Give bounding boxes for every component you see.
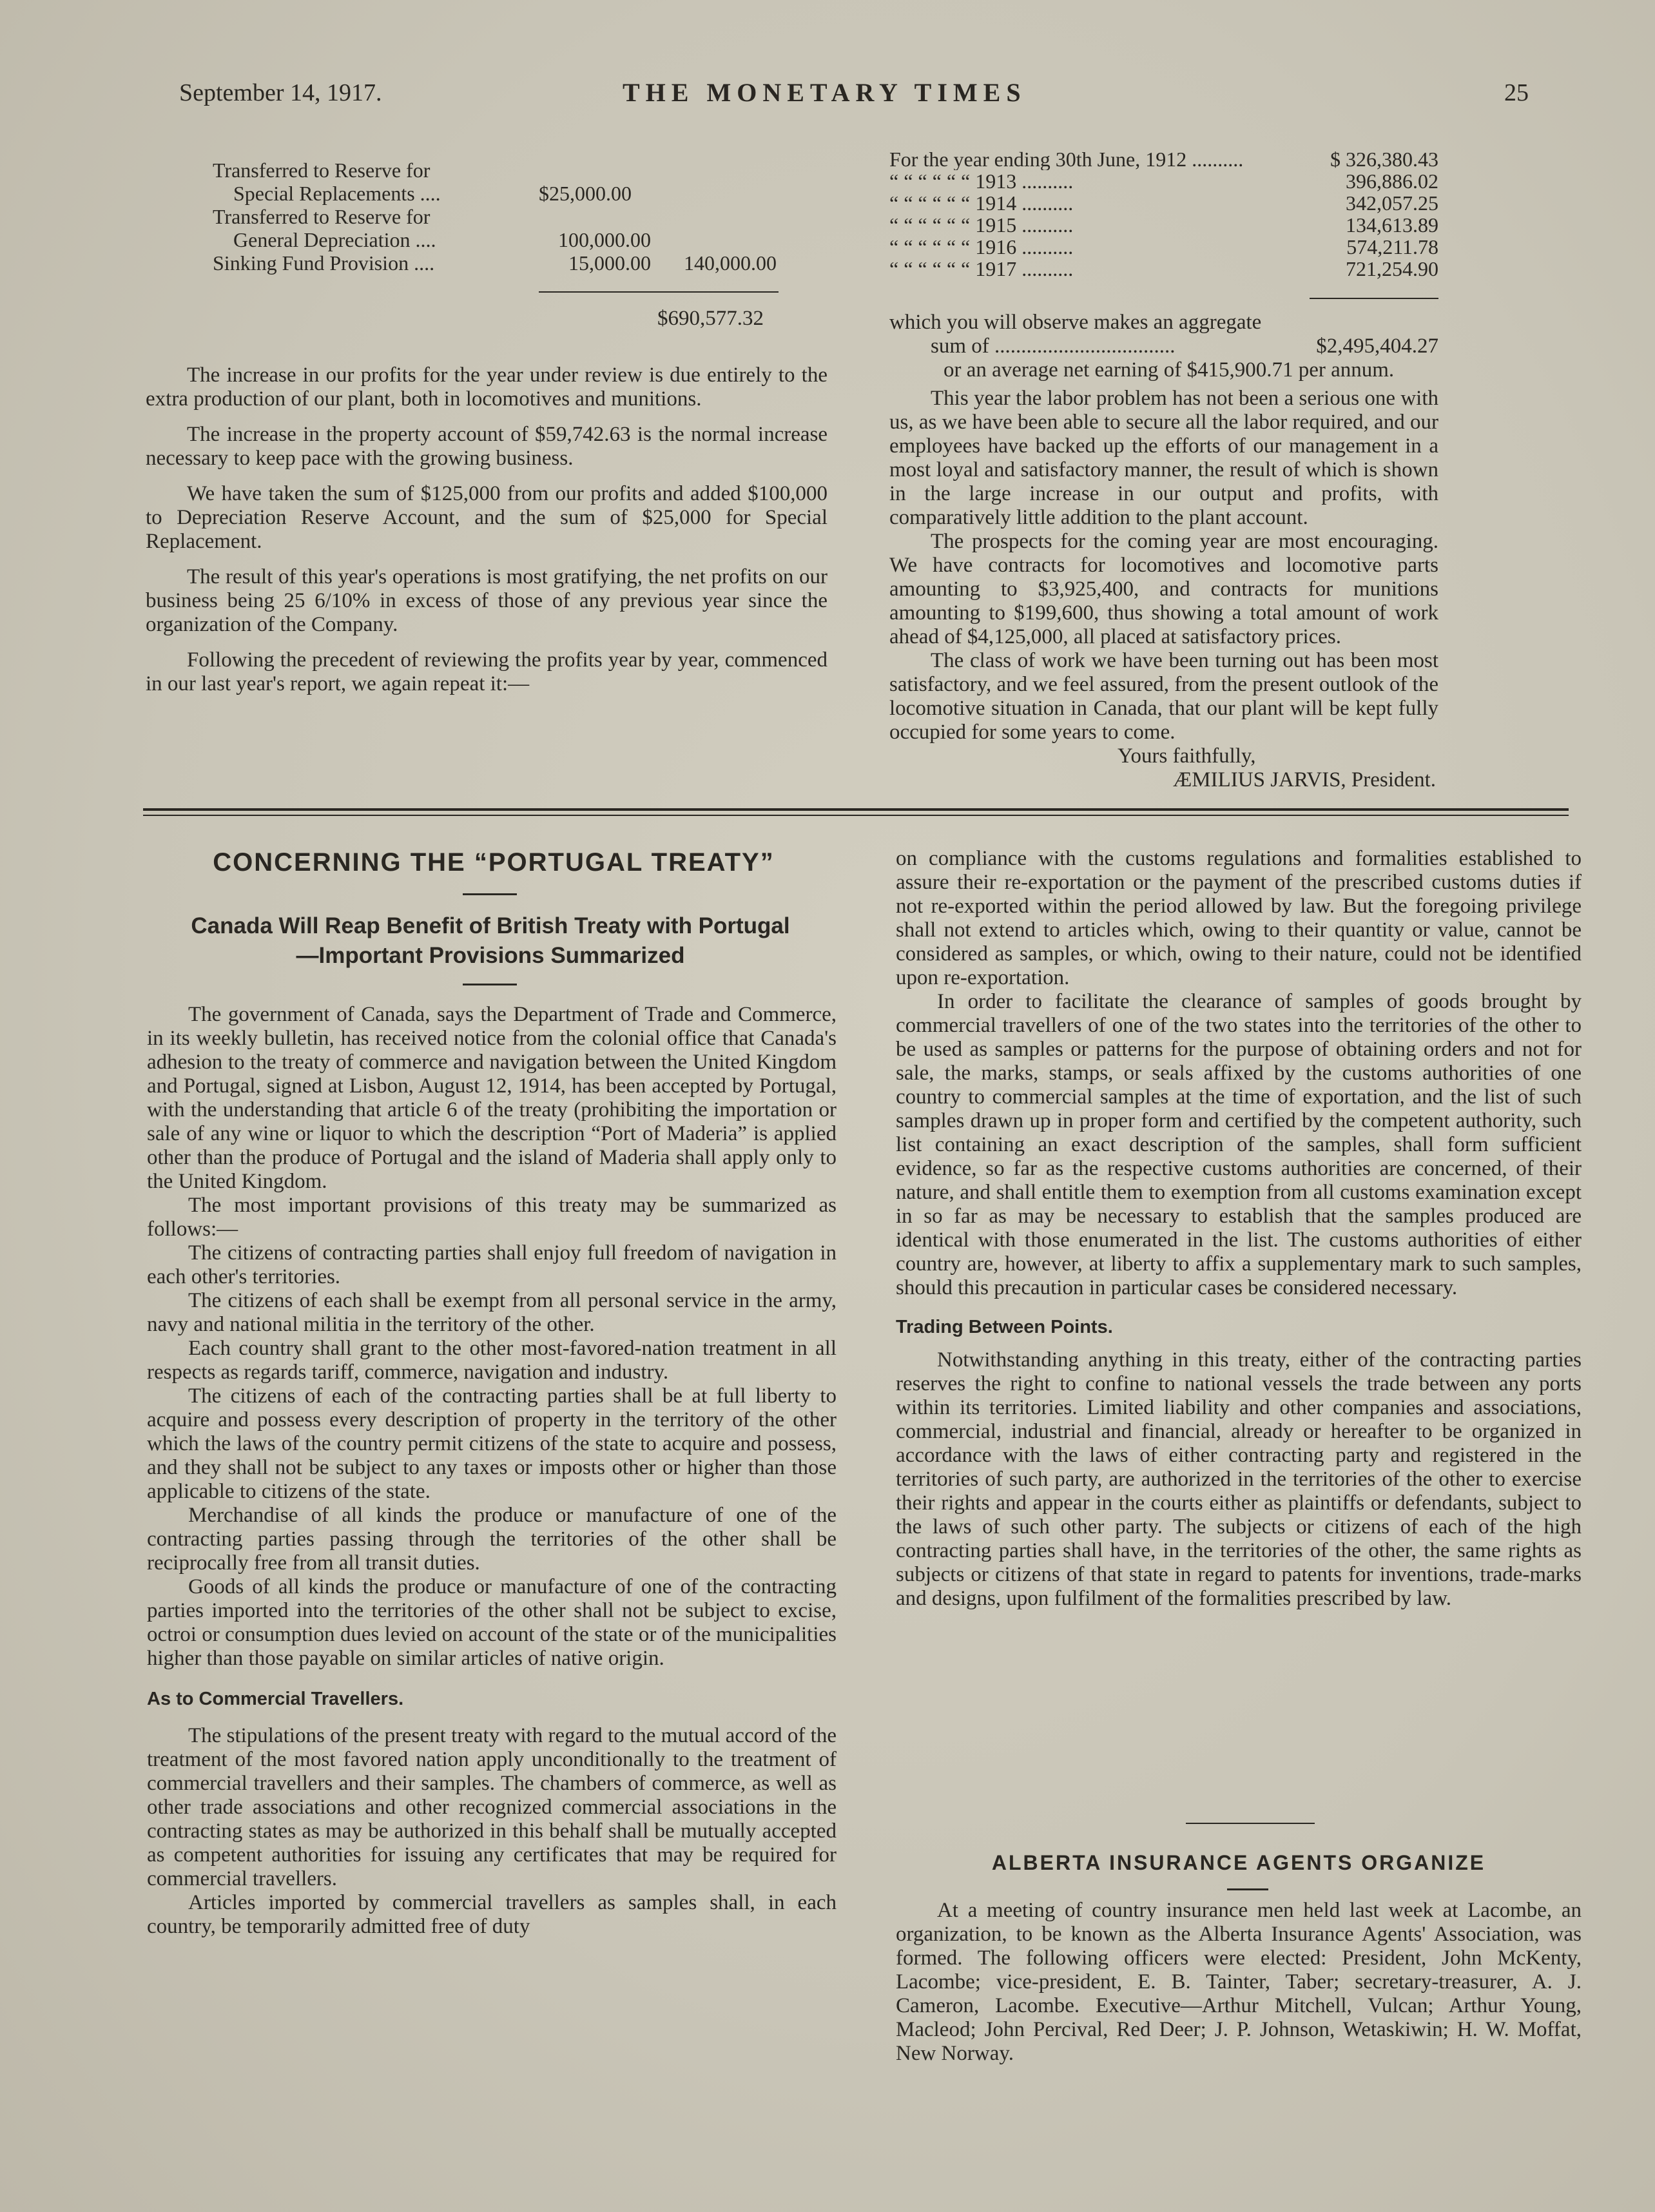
paragraph: At a meeting of country insurance men held last week at Lacombe, an organization, to be known as the Alberta Insurance Agents' Association, was formed. The following officers were elected: President, John McKenty, Lacombe; vice-president, E. B. Tainter, Taber; secretary-treasurer, A. J. Cameron, Lacombe. Executive—Arthur Mitchell, Vulcan; Arthur Young, Macleod; John Percival, Red Deer; J. P. Johnson, Wetaskiwin; H. W. Moffat, New Norway.: [896, 1899, 1582, 2065]
paragraph: This year the labor problem has not been a serious one with us, as we have been able to secure all the labor required, and our employees have backed up the efforts of our management in a most loyal and satisfactory manner, the result of which is shown in the large increase in our output and profits, with comparatively little addition to the plant account.: [889, 387, 1438, 529]
report-column-left: [146, 364, 828, 696]
table-value: 396,886.02: [1346, 170, 1438, 193]
ledger-row: [213, 251, 780, 275]
table-row: [889, 148, 1438, 170]
ledger-row: [213, 205, 780, 228]
table-rule: [1310, 298, 1438, 299]
paragraph: The result of this year's operations is most gratifying, the net profits on our business being 25 6/10% in excess of those of any previous year since the organization of the Company.: [146, 565, 828, 636]
paragraph: Merchandise of all kinds the produce or manufacture of one of the contracting parties passing through the territories of the other shall be reciprocally free from all transit duties.: [147, 1504, 837, 1575]
section-heading: Trading Between Points.: [896, 1317, 1113, 1337]
ledger-row: [213, 228, 780, 251]
paragraph: In order to facilitate the clearance of samples of goods brought by commercial travellers of one of the two states into the territories of the other to be used as samples or patterns for the purpose of obtaining orders and not for sale, the marks, stamps, or seals affixed by the customs authorities of one country to commercial samples at the time of exportation, and the list of such samples drawn up in proper form and certified by the competent authority, such list containing an exact description of the samples, shall form sufficient evidence, so far as the respective customs authorities are concerned, of their nature, and shall entitle them to exemption from all customs examination except in so far as may be necessary to establish that the samples produced are identical with those enumerated in the list. The customs authorities of either country are, however, at liberty to affix a supplementary mark to such samples, should this precaution in particular cases be considered necessary.: [896, 990, 1582, 1299]
article-subtitle: [146, 911, 835, 971]
table-value: 342,057.25: [1346, 191, 1438, 215]
aggregate-label: sum of ..................................: [931, 335, 1176, 358]
paragraph: The citizens of each shall be exempt from all personal service in the army, navy and national militia in the territory of the other.: [147, 1289, 837, 1336]
table-label: “ “ “ “ “ “ 1914 ..........: [889, 192, 1074, 214]
paragraph: The government of Canada, says the Department of Trade and Commerce, in its weekly bulletin, has received notice from the colonial office that Canada's adhesion to the treaty of commerce and navigation between the United Kingdom and Portugal, signed at Lisbon, August 12, 1914, has been accepted by Portugal, with the understanding that article 6 of the treaty (prohibiting the importation or sale of any wine or liquor to which the description “Port of Maderia” is applied other than the produce of Portugal and the island of Maderia shall apply only to the United Kingdom.: [147, 1003, 837, 1193]
paragraph: The citizens of each of the contracting parties shall be at full liberty to acquire and possess every description of property in the territory of the other which the laws of the country permit citizens of the state to acquire and possess, and they shall not be subject to any taxes or imposts other or higher than those applicable to citizens of the state.: [147, 1384, 837, 1503]
paragraph: Goods of all kinds the produce or manufacture of one of the contracting parties imported into the territories of the other shall not be subject to excise, octroi or consumption dues levied on account of the state or of the municipalities higher than those payable on similar articles of native origin.: [147, 1575, 837, 1670]
report-column-right: [889, 387, 1438, 792]
alberta-title: ALBERTA INSURANCE AGENTS ORGANIZE: [991, 1851, 1486, 1874]
paragraph: Each country shall grant to the other most-favored-nation treatment in all respects as regards tariff, commerce, navigation and industry.: [147, 1337, 837, 1384]
ledger-rule: [539, 291, 779, 293]
aggregate-block: [889, 311, 1438, 382]
paragraph: Articles imported by commercial travellers as samples shall, in each country, be temporarily admitted free of duty: [147, 1891, 837, 1938]
ledger-amount: 100,000.00: [558, 228, 651, 251]
ledger-total: 140,000.00: [684, 251, 777, 275]
article-column-right: [896, 847, 1582, 1611]
table-row: [889, 258, 1438, 280]
paragraph: We have taken the sum of $125,000 from our profits and added $100,000 to Depreciation Reserve Account, and the sum of $25,000 for Special Replacement.: [146, 482, 828, 553]
article-column-left: [147, 1003, 837, 1939]
subtitle-line: —Important Provisions Summarized: [296, 943, 685, 968]
paragraph: Following the precedent of reviewing the profits year by year, commenced in our last year's report, we again repeat it:—: [146, 648, 828, 695]
page-number: 25: [1504, 79, 1529, 106]
table-value: 721,254.90: [1346, 257, 1438, 280]
subtitle-rule: [463, 984, 517, 985]
ledger-grand-total: $690,577.32: [657, 307, 764, 330]
title-rule: [463, 893, 517, 895]
ledger-row: [213, 182, 780, 205]
alberta-title-rule: [1227, 1888, 1268, 1890]
section-divider: [143, 815, 1569, 816]
ledger-line: Special Replacements ....: [233, 182, 441, 205]
article-separator: [1186, 1823, 1315, 1824]
table-row: [889, 170, 1438, 192]
table-label: “ “ “ “ “ “ 1915 ..........: [889, 214, 1074, 236]
paragraph: Notwithstanding anything in this treaty, either of the contracting parties reserves the right to confine to national vessels the trade between any ports within its territories. Limited liability and other companies and associations, commercial, industrial and financial, already or hereafter to be organized in accordance with the laws of either contracting party and registered in the territories of such party, are authorized in the territories of the other to exercise their rights and appear in the courts either as plaintiffs or defendants, subject to the laws of such other party. The subjects or citizens of each of the high contracting parties shall have, in the territories of the other, the same rights as subjects or citizens of that state in regard to patents for inventions, trade-marks and designs, upon fulfilment of the formalities prescribed by law.: [896, 1348, 1582, 1610]
ledger-line: Sinking Fund Provision ....: [213, 251, 435, 275]
table-label: For the year ending 30th June, 1912 ..........: [889, 148, 1244, 170]
average-line: or an average net earning of $415,900.71 per annum.: [944, 358, 1395, 382]
aggregate-row: [889, 335, 1438, 358]
aggregate-value: $2,495,404.27: [1316, 335, 1438, 358]
table-label: “ “ “ “ “ “ 1917 ..........: [889, 258, 1074, 280]
table-label: “ “ “ “ “ “ 1916 ..........: [889, 236, 1074, 258]
ledger-line: Transferred to Reserve for: [213, 205, 431, 228]
table-value: 134,613.89: [1346, 213, 1438, 237]
article-title: CONCERNING THE “PORTUGAL TREATY”: [213, 848, 775, 877]
table-label: “ “ “ “ “ “ 1913 ..........: [889, 170, 1074, 192]
paragraph: The increase in the property account of $59,742.63 is the normal increase necessary to keep pace with the growing business.: [146, 423, 828, 470]
paragraph: The increase in our profits for the year under review is due entirely to the extra production of our plant, both in locomotives and munitions.: [146, 364, 828, 411]
ledger-block: [213, 159, 780, 275]
paragraph: The class of work we have been turning out has been most satisfactory, and we feel assured, from the present outlook of the locomotive situation in Canada, that our plant will be kept fully occupied for some years to come.: [889, 649, 1438, 744]
paragraph: The stipulations of the present treaty with regard to the mutual accord of the treatment of the most favored nation apply unconditionally to the treatment of commercial travellers and their samples. The chambers of commerce, as well as other trade associations and other recognized commercial associations in the contracting states as may be authorized in this behalf shall be mutually accepted as competent authorities for issuing any certificates that may be required for commercial travellers.: [147, 1724, 837, 1890]
section-heading: As to Commercial Travellers.: [147, 1689, 404, 1709]
paragraph: The prospects for the coming year are most encouraging. We have contracts for locomotives and locomotive parts amounting to $3,925,400, and contracts for munitions amounting to $199,600, thus showing a total amount of work ahead of $4,125,000, all placed at satisfactory prices.: [889, 530, 1438, 648]
table-value: $ 326,380.43: [1330, 148, 1438, 171]
signature: ÆMILIUS JARVIS, President.: [1172, 768, 1436, 791]
profits-table: [889, 148, 1438, 280]
ledger-line: Transferred to Reserve for: [213, 159, 431, 182]
closing: Yours faithfully,: [1118, 744, 1256, 768]
paragraph: The most important provisions of this treaty may be summarized as follows:—: [147, 1194, 837, 1241]
table-row: [889, 214, 1438, 236]
masthead-title: THE MONETARY TIMES: [623, 78, 1027, 107]
section-divider: [143, 808, 1569, 811]
alberta-article: [896, 1899, 1582, 2066]
issue-date: September 14, 1917.: [179, 79, 382, 106]
paragraph: The citizens of contracting parties shall enjoy full freedom of navigation in each other's territories.: [147, 1241, 837, 1288]
table-row: [889, 192, 1438, 214]
table-value: 574,211.78: [1346, 235, 1438, 258]
ledger-amount: $25,000.00: [539, 182, 632, 205]
ledger-line: General Depreciation ....: [233, 228, 436, 251]
table-row: [889, 236, 1438, 258]
paragraph: on compliance with the customs regulations and formalities established to assure their re-exportation or the payment of the prescribed customs duties if not re-exported within the period allowed by law. But the foregoing privilege shall not extend to articles which, owing to their quantity or value, cannot be considered as samples, or which, owing to their nature, could not be identified upon re-exportation.: [896, 847, 1582, 989]
subtitle-line: Canada Will Reap Benefit of British Treaty with Portugal: [191, 913, 790, 938]
ledger-amount: 15,000.00: [568, 251, 651, 275]
ledger-row: [213, 159, 780, 182]
aggregate-line: which you will observe makes an aggregate: [889, 311, 1262, 334]
